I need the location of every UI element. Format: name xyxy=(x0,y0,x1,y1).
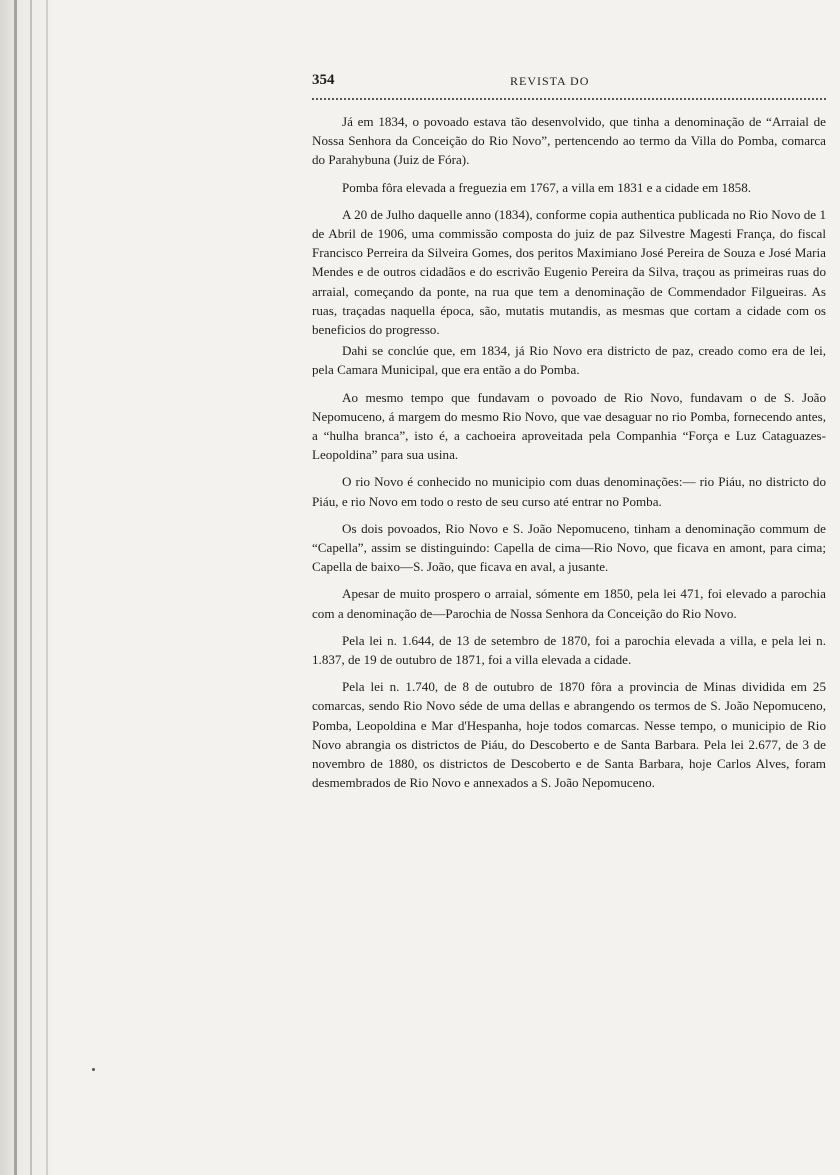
journal-title: REVISTA DO xyxy=(510,74,590,88)
book-page xyxy=(312,72,826,801)
paragraph: Apesar de muito prospero o arraial, sómente em 1850, pela lei 471, foi elevado a parochia com a denominação de—Parochia de Nossa Senhora da Conceição do Rio Novo. xyxy=(312,586,826,621)
page-binding-edge xyxy=(0,0,58,1175)
paragraph: Pela lei n. 1.740, de 8 de outubro de 1870 fôra a provincia de Minas dividida em 25 comarcas, sendo Rio Novo séde de uma dellas e abrangendo os termos de S. João Nepomuceno, Pomba, Leopoldina e Mar d'Hespanha, hoje todos comarcas. Nesse tempo, o municipio de Rio Novo abrangia os districtos de Piáu, do Descoberto e de Santa Barbara. Pela lei 2.677, de 3 de novembro de 1880, os districtos de Descoberto e de Santa Barbara, hoje Carlos Alves, foram desmembrados de Rio Novo e annexados a S. João Nepomuceno. xyxy=(312,679,826,791)
paper-speck xyxy=(92,1068,95,1071)
page-number: 354 xyxy=(312,72,335,88)
paragraph: A 20 de Julho daquelle anno (1834), conforme copia authentica publicada no Rio Novo de 1 de Abril de 1906, uma commissão composta do juiz de paz Silvestre Magesti França, do fiscal Francisco Perreira da Silveira Gomes, dos peritos Maximiano José Pereira de Souza e José Maria Mendes e de outros cidadãos e do escrivão Eugenio Pereira da Silva, traçou as primeiras ruas do arraial, começando da ponte, na rua que tem a denominação de Commendador Filgueiras. As ruas, traçadas naquella época, são, mutatis mutandis, as mesmas que cortam a cidade com os beneficios do progresso. xyxy=(312,206,826,338)
paragraph: Já em 1834, o povoado estava tão desenvolvido, que tinha a denominação de “Arraial de Nossa Senhora da Conceição do Rio Novo”, pertencendo ao termo da Villa do Pomba, comarca do Parahybuna (Juiz de Fóra). xyxy=(312,114,826,168)
binding-shadow-line xyxy=(46,0,48,1175)
binding-shadow-line xyxy=(30,0,32,1175)
running-header xyxy=(312,72,826,94)
paragraph: Dahi se conclúe que, em 1834, já Rio Novo era districto de paz, creado como era de lei, pela Camara Municipal, que era então a do Pomba. xyxy=(312,343,826,378)
header-rule xyxy=(312,98,826,100)
paragraph: Os dois povoados, Rio Novo e S. João Nepomuceno, tinham a denominação commum de “Capella”, assim se distinguindo: Capella de cima—Rio Novo, que ficava en amont, para cima; Capella de baixo—S. João, que ficava en aval, a jusante. xyxy=(312,520,826,575)
paragraph: Pomba fôra elevada a freguezia em 1767, a villa em 1831 e a cidade em 1858. xyxy=(342,179,752,195)
paragraph: O rio Novo é conhecido no municipio com duas denominações:— rio Piáu, no districto do Piáu, e rio Novo em todo o resto de seu curso até entrar no Pomba. xyxy=(312,474,826,509)
paragraph: Ao mesmo tempo que fundavam o povoado de Rio Novo, fundavam o de S. João Nepomuceno, á margem do mesmo Rio Novo, que vae desaguar no rio Pomba, fornecendo antes, a “hulha branca”, isto é, a cachoeira aproveitada pela Companhia “Força e Luz Cataguazes-Leopoldina” para sua usina. xyxy=(312,389,826,463)
paragraph: Pela lei n. 1.644, de 13 de setembro de 1870, foi a parochia elevada a villa, e pela lei n. 1.837, de 19 de outubro de 1871, foi a villa elevada a cidade. xyxy=(312,632,826,668)
binding-shadow-line xyxy=(14,0,17,1175)
